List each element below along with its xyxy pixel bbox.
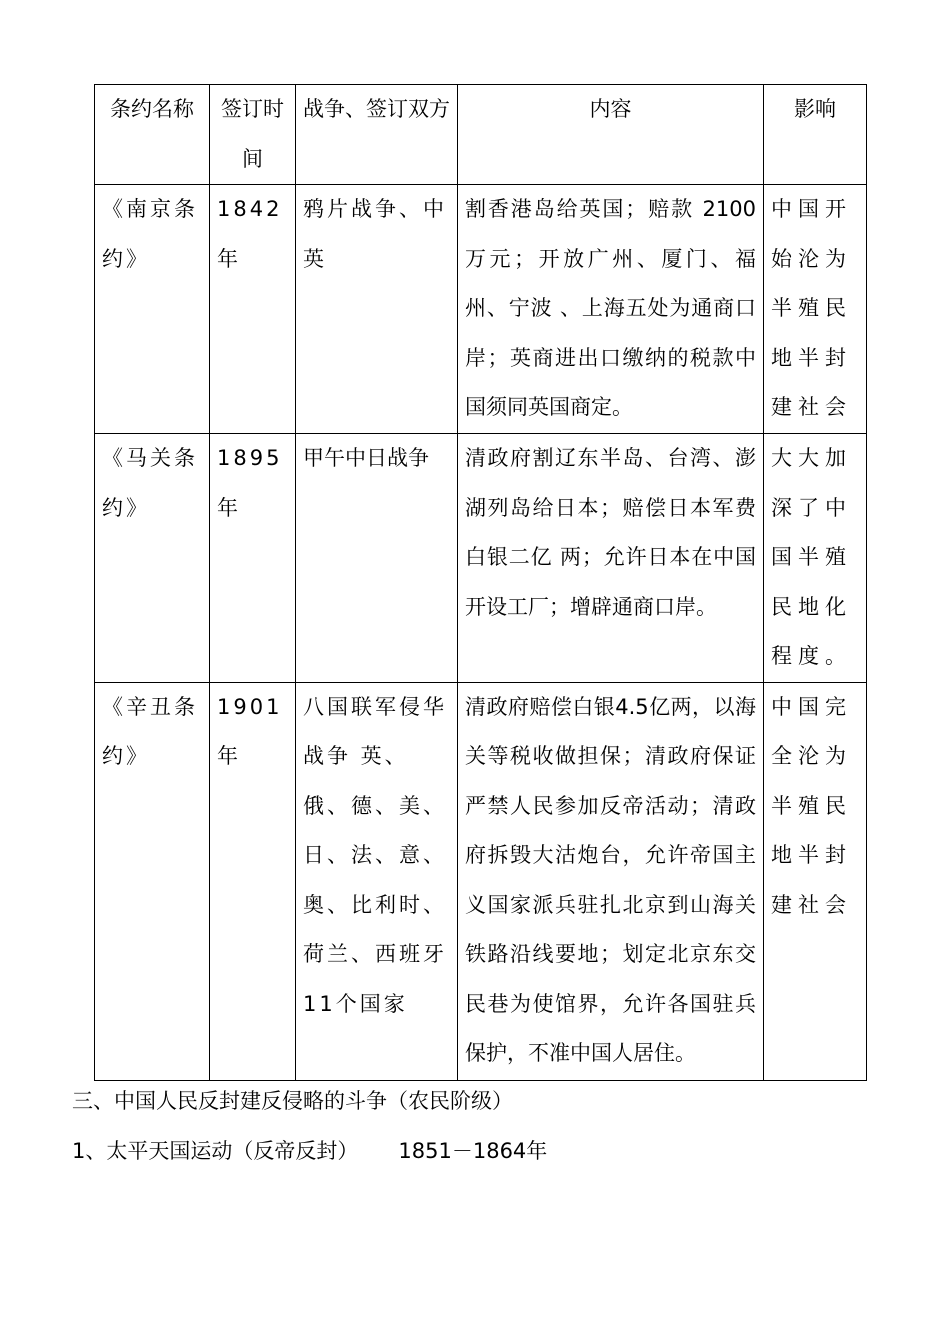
table-row bbox=[95, 185, 867, 434]
table-row bbox=[95, 434, 867, 683]
war-parties-cell: 甲午中日战争 bbox=[296, 434, 458, 683]
section-heading: 三、中国人民反封建反侵略的斗争（农民阶级） bbox=[72, 1089, 513, 1113]
impact-cell: 中国开始沦为半殖民地半封建社会 bbox=[764, 185, 867, 434]
subsection-heading: 1、太平天国运动（反帝反封） 1851－1864年 bbox=[72, 1139, 548, 1163]
table-row bbox=[95, 682, 867, 1080]
content-cell: 割香港岛给英国；赔款 2100万元；开放广州、厦门、福州、宁波 、上海五处为通商口岸；英商进出口缴纳的税款中国须同英国商定。 bbox=[458, 185, 764, 434]
impact-cell: 中国完全沦为半殖民地半封建社会 bbox=[764, 682, 867, 1080]
treaty-table bbox=[94, 84, 867, 1081]
signing-time-cell: 1895年 bbox=[210, 434, 296, 683]
header-impact: 影响 bbox=[764, 85, 867, 185]
content-cell: 清政府赔偿白银4.5亿两，以海关等税收做担保；清政府保证严禁人民参加反帝活动；清政府拆毁大沽炮台，允许帝国主义国家派兵驻扎北京到山海关铁路沿线要地；划定北京东交民巷为使馆界，允许各国驻兵保护，不准中国人居住。 bbox=[458, 682, 764, 1080]
header-content: 内容 bbox=[458, 85, 764, 185]
signing-time-cell: 1842年 bbox=[210, 185, 296, 434]
war-parties-cell: 鸦片战争、中英 bbox=[296, 185, 458, 434]
header-treaty-name: 条约名称 bbox=[95, 85, 210, 185]
war-parties-cell: 八国联军侵华战争 英、俄、德、美、日、法、意、奥、比利时、荷兰、西班牙11个国家 bbox=[296, 682, 458, 1080]
signing-time-cell: 1901年 bbox=[210, 682, 296, 1080]
impact-cell: 大大加深了中国半殖民地化程度。 bbox=[764, 434, 867, 683]
treaty-name-cell: 《南京条约》 bbox=[95, 185, 210, 434]
content-cell: 清政府割辽东半岛、台湾、澎湖列岛给日本；赔偿日本军费白银二亿 两；允许日本在中国开设工厂；增辟通商口岸。 bbox=[458, 434, 764, 683]
treaty-name-cell: 《马关条约》 bbox=[95, 434, 210, 683]
header-signing-time: 签订时间 bbox=[210, 85, 296, 185]
table-header-row bbox=[95, 85, 867, 185]
treaty-name-cell: 《辛丑条约》 bbox=[95, 682, 210, 1080]
header-war-parties: 战争、签订双方 bbox=[296, 85, 458, 185]
